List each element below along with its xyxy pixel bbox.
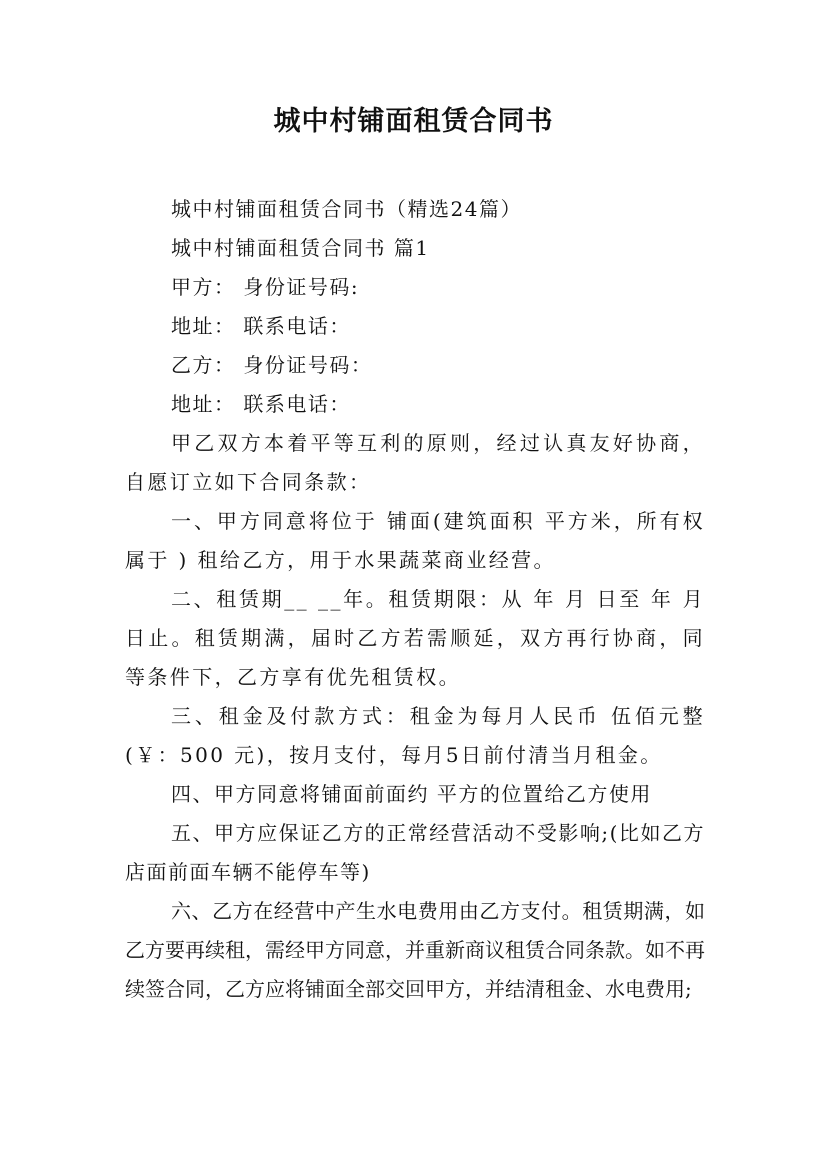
subtitle-line: 城中村铺面租赁合同书（精选24篇） bbox=[171, 197, 522, 221]
clause-4: 四、甲方同意将铺面前面约 平方的位置给乙方使用 bbox=[171, 782, 652, 806]
party-a-line: 甲方： 身份证号码: bbox=[171, 275, 360, 299]
clause-6: 六、乙方在经营中产生水电费用由乙方支付。租赁期满，如乙方要再续租，需经甲方同意，并重新商议租赁合同条款。如不再续签合同，乙方应将铺面全部交回甲方，并结清租金、水电费用; bbox=[125, 899, 705, 1001]
preamble-paragraph: 甲乙双方本着平等互利的原则，经过认真友好协商，自愿订立如下合同条款： bbox=[125, 431, 705, 494]
party-b-address-line: 地址： 联系电话： bbox=[171, 392, 351, 416]
section-heading: 城中村铺面租赁合同书 篇1 bbox=[171, 236, 430, 260]
party-b-line: 乙方： 身份证号码： bbox=[171, 353, 373, 377]
clause-3: 三、租金及付款方式：租金为每月人民币 伍佰元整(￥：500 元)，按月支付，每月5日前付清当月租金。 bbox=[125, 704, 705, 767]
clause-2: 二、租赁期__ __年。租赁期限：从 年 月 日至 年 月 日止。租赁期满，届时乙方若需顺延，双方再行协商，同等条件下，乙方享有优先租赁权。 bbox=[125, 587, 705, 689]
document-title: 城中村铺面租赁合同书 bbox=[273, 106, 554, 137]
clause-1: 一、甲方同意将位于 铺面(建筑面积 平方米，所有权属于 ) 租给乙方，用于水果蔬菜商业经营。 bbox=[125, 509, 705, 572]
document-body bbox=[125, 190, 705, 1009]
party-a-address-line: 地址： 联系电话： bbox=[171, 314, 351, 338]
clause-5: 五、甲方应保证乙方的正常经营活动不受影响;(比如乙方店面前面车辆不能停车等) bbox=[125, 821, 705, 884]
